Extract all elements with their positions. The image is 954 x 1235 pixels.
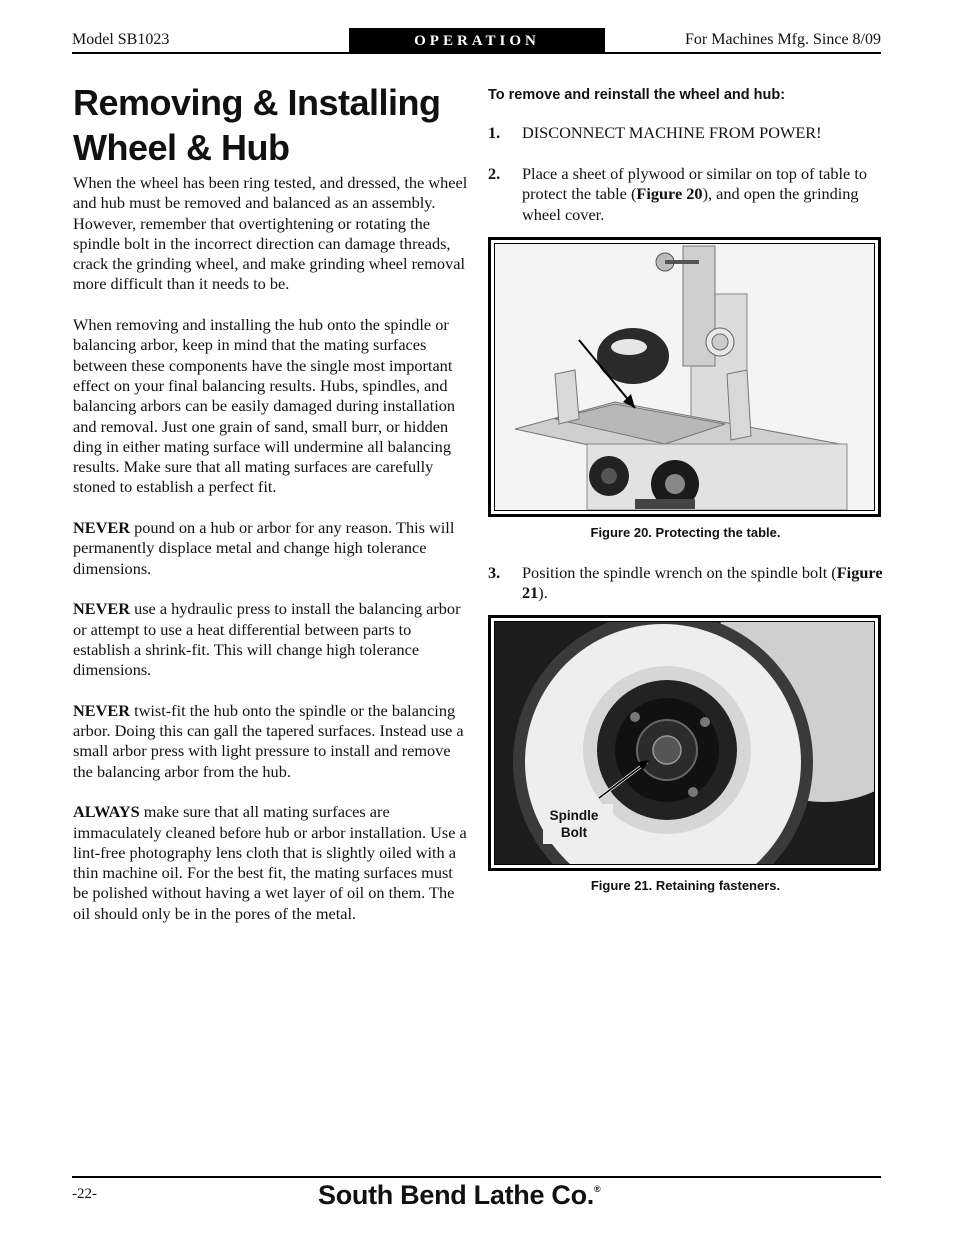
never-pound-text: pound on a hub or arbor for any reason. This will permanently displace metal and change high tolerance dimensions. [73, 518, 455, 578]
mating-surfaces-paragraph: When removing and installing the hub onto the spindle or balancing arbor, keep in mind that the mating surfaces between these components have the single most important effect on your final balancing results. Hubs, spindles, and balancing arbors can be easily damaged during installation and removal. Just one grain of sand, small burr, or hidden ding in either mating surface will undermine all balancing results. Make sure that all mating surfaces are carefully stoned to establish a perfect fit. [73, 315, 456, 497]
page-title [73, 80, 473, 170]
registered-mark: ® [593, 1184, 601, 1194]
step-3 [488, 563, 883, 604]
brand-logo [318, 1180, 600, 1211]
step-text: DISCONNECT MACHINE FROM POWER! [522, 123, 822, 142]
always-label: ALWAYS [73, 802, 140, 822]
machines-date: For Machines Mfg. Since 8/09 [685, 31, 881, 48]
procedure-heading: To remove and reinstall the wheel and hub: [488, 87, 786, 103]
callout-line-1: Spindle [549, 808, 599, 823]
always-clean-text: make sure that all mating surfaces are immaculately cleaned before hub or arbor installation. Use a lint-free photography lens cloth that is slightly oiled with a thin machine oil. For the best fit, the mating surfaces must be polished without having a wet layer of oil on them. The oil should only be in the pores of the metal. [73, 802, 467, 923]
step-text [522, 164, 883, 225]
never-label: NEVER [73, 700, 130, 720]
figure-reference: Figure 20 [636, 184, 703, 204]
never-label: NEVER [73, 518, 130, 538]
never-twist-text: twist-fit the hub onto the spindle or the balancing arbor. Doing this can gall the tapered surfaces. Instead use a small arbor press with light pressure to install and remove the balancing arbor from the hub. [73, 700, 464, 781]
callout-line-2: Bolt [560, 825, 588, 840]
footer-rule [72, 1176, 881, 1178]
intro-paragraph: When the wheel has been ring tested, and dressed, the wheel and hub must be removed and balanced as an assembly. However, remember that overtightening or rotating the spindle bolt in the incorrect direction can damage threads, crack the grinding wheel, and make grinding wheel removal more difficult than it needs to be. [73, 173, 468, 294]
step-text-part: Place a sheet of plywood or similar on top of table to protect the table ( [522, 164, 867, 204]
step-text [522, 563, 883, 604]
spindle-bolt-callout [537, 807, 611, 841]
model-label: Model SB1023 [72, 31, 170, 48]
step-number: 3. [488, 563, 501, 582]
page-footer [72, 1176, 881, 1210]
figure-21-photo [488, 615, 881, 871]
figure-20-frame [494, 243, 875, 511]
page-number: -22- [72, 1186, 97, 1202]
figure-20-caption: Figure 20. Protecting the table. [590, 525, 781, 540]
never-press-text: use a hydraulic press to install the balancing arbor or attempt to use a heat differential between parts to establish a shrink-fit. This will change high tolerance dimensions. [73, 599, 461, 680]
left-column [73, 173, 468, 944]
brand-name: South Bend Lathe Co. [318, 1180, 594, 1210]
never-twist-paragraph [73, 701, 468, 782]
never-press-paragraph [73, 599, 468, 680]
figure-reference: Figure 21 [522, 563, 883, 603]
title-line-2: Wheel & Hub [73, 127, 290, 168]
never-pound-paragraph [73, 518, 468, 579]
never-label: NEVER [73, 599, 130, 619]
page-header [72, 28, 881, 54]
step-number: 1. [488, 123, 501, 142]
grinder-table-illustration [495, 244, 874, 510]
step-number: 2. [488, 164, 501, 183]
step-text-part: Position the spindle wrench on the spindle bolt ( [522, 563, 837, 582]
figure-20-photo [488, 237, 881, 517]
figure-21-frame [494, 621, 875, 865]
title-line-1: Removing & Installing [73, 82, 441, 123]
figure-21-caption: Figure 21. Retaining fasteners. [590, 878, 781, 893]
section-tab: OPERATION [349, 28, 605, 53]
header-rule [72, 52, 881, 54]
step-2 [488, 164, 883, 225]
always-clean-paragraph [73, 802, 468, 924]
step-text-part: ). [538, 583, 548, 603]
step-1 [488, 123, 883, 143]
step-text-part: ), and open the grinding wheel cover. [522, 184, 859, 224]
